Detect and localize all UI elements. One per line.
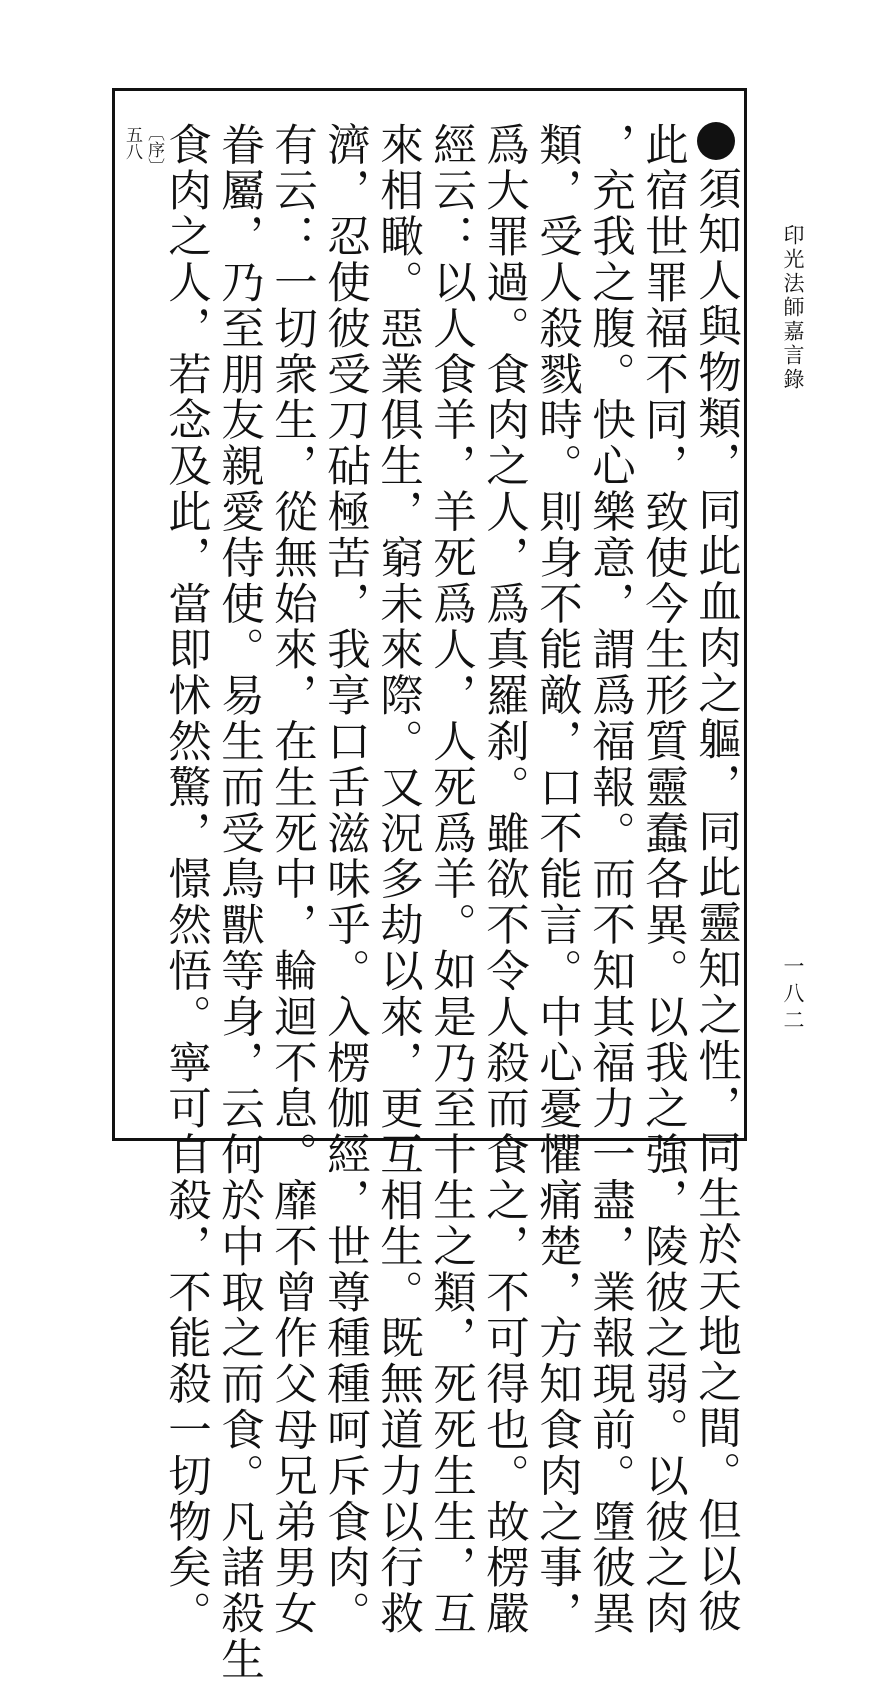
text-column: 眷屬，乃至朋友親愛侍使。易生而受鳥獸等身，云何於中取之而食。凡諸殺生 [214,122,264,1683]
text-column: 此宿世罪福不同，致使今生形質靈蠢各異。以我之強，陵彼之弱。以彼之肉 [638,122,688,1637]
text-column: 經云：以人食羊，羊死爲人，人死爲羊。如是乃至十生之類，死死生生，互 [426,122,476,1637]
text-column: 有云：一切衆生，從無始來，在生死中，輪迴不息。靡不曾作父母兄弟男女 [267,122,317,1637]
text-column [690,122,742,1635]
section-number: 五八 [122,126,142,160]
section-label: 〔序〕 [144,124,164,175]
text-column: 爲大罪過。食肉之人，爲真羅刹。雖欲不令人殺而食之，不可得也。故楞嚴 [479,122,529,1637]
text-column: 類，受人殺戮時。則身不能敵，口不能言。中心憂懼痛楚，方知食肉之事， [532,122,582,1637]
column-text: 須知人與物類，同此血肉之軀，同此靈知之性，同生於天地之間。但以彼 [691,166,741,1635]
text-column: 濟，忍使彼受刀砧極苦，我享口舌滋味乎。入楞伽經，世尊種種呵斥食肉。 [320,122,370,1637]
text-column: 來相瞰。惡業俱生，窮未來際。又況多劫以來，更互相生。既無道力以行救 [373,122,423,1637]
page-number: 一八二 [781,955,805,1036]
text-column: ，充我之腹。快心樂意，謂爲福報。而不知其福力一盡，業報現前。墮彼異 [585,122,635,1637]
text-column: 食肉之人，若念及此，當即怵然驚，憬然悟。寧可自殺，不能殺一切物矣。 [161,122,211,1637]
book-title: 印光法師嘉言錄 [781,224,805,392]
bullet-marker [697,122,735,160]
